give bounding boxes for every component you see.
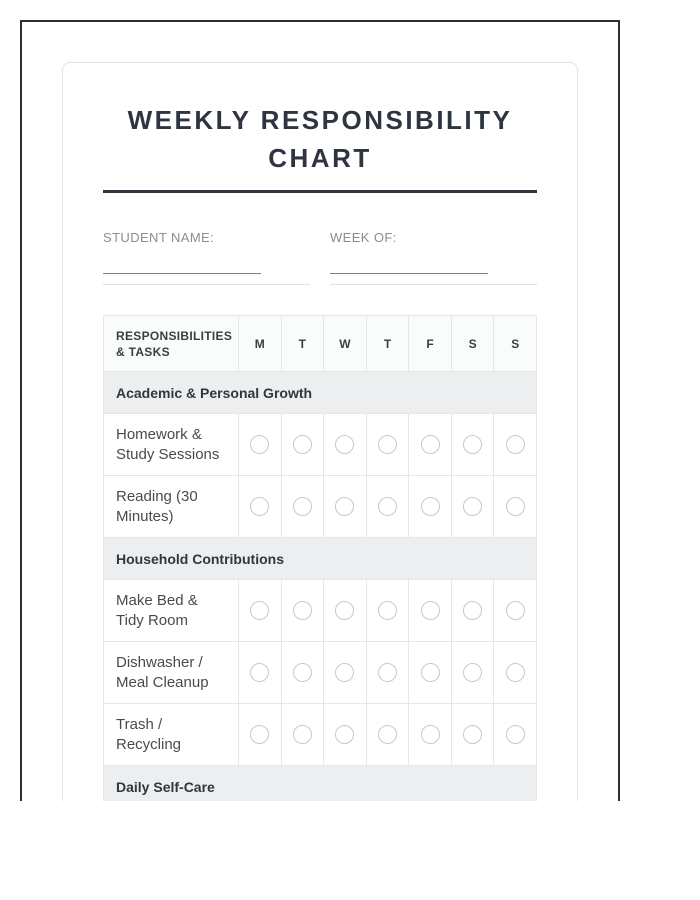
student-name-field [103, 229, 310, 285]
day-cell [494, 414, 537, 476]
day-checkbox[interactable] [421, 435, 440, 454]
day-checkbox[interactable] [293, 497, 312, 516]
week-of-field [330, 229, 537, 285]
day-cell [367, 414, 410, 476]
day-cell [324, 642, 367, 704]
day-column-header: S [452, 316, 495, 372]
day-checkbox[interactable] [293, 725, 312, 744]
day-checkbox[interactable] [335, 663, 354, 682]
day-checkbox[interactable] [463, 497, 482, 516]
day-cell [494, 704, 537, 766]
day-checkbox[interactable] [463, 663, 482, 682]
day-cell [324, 414, 367, 476]
day-cell [239, 580, 282, 642]
section-header: Academic & Personal Growth [104, 372, 537, 414]
day-checkbox[interactable] [250, 497, 269, 516]
day-cell [494, 476, 537, 538]
day-cell [282, 642, 325, 704]
week-of-input[interactable] [330, 256, 488, 274]
day-cell [494, 580, 537, 642]
day-checkbox[interactable] [421, 663, 440, 682]
day-checkbox[interactable] [378, 497, 397, 516]
day-checkbox[interactable] [335, 601, 354, 620]
task-label: Dishwasher / Meal Cleanup [104, 642, 239, 704]
day-column-header: W [324, 316, 367, 372]
day-checkbox[interactable] [250, 435, 269, 454]
day-checkbox[interactable] [421, 601, 440, 620]
day-cell [452, 704, 495, 766]
day-checkbox[interactable] [335, 497, 354, 516]
day-cell [324, 704, 367, 766]
day-column-header: T [282, 316, 325, 372]
day-checkbox[interactable] [293, 435, 312, 454]
day-cell [324, 580, 367, 642]
day-column-header: M [239, 316, 282, 372]
day-cell [239, 476, 282, 538]
day-cell [452, 476, 495, 538]
day-checkbox[interactable] [463, 601, 482, 620]
day-cell [494, 642, 537, 704]
day-checkbox[interactable] [293, 601, 312, 620]
day-cell [239, 414, 282, 476]
day-cell [409, 580, 452, 642]
day-cell [409, 704, 452, 766]
tasks-column-header: RESPONSIBILITIES & TASKS [104, 316, 239, 372]
day-cell [367, 580, 410, 642]
day-cell [324, 476, 367, 538]
day-cell [452, 414, 495, 476]
day-checkbox[interactable] [506, 435, 525, 454]
day-cell [282, 414, 325, 476]
day-checkbox[interactable] [506, 725, 525, 744]
day-checkbox[interactable] [250, 601, 269, 620]
day-checkbox[interactable] [463, 435, 482, 454]
student-name-input[interactable] [103, 256, 261, 274]
day-checkbox[interactable] [335, 725, 354, 744]
day-cell [367, 642, 410, 704]
day-cell [239, 704, 282, 766]
day-cell [239, 642, 282, 704]
day-checkbox[interactable] [378, 601, 397, 620]
day-checkbox[interactable] [335, 435, 354, 454]
section-header: Household Contributions [104, 538, 537, 580]
title-divider [103, 190, 537, 193]
day-checkbox[interactable] [293, 663, 312, 682]
day-checkbox[interactable] [378, 725, 397, 744]
day-checkbox[interactable] [250, 725, 269, 744]
day-checkbox[interactable] [506, 663, 525, 682]
week-of-label: WEEK OF: [330, 230, 397, 245]
page-title: WEEKLY RESPONSIBILITY CHART [127, 105, 513, 173]
day-checkbox[interactable] [378, 663, 397, 682]
day-checkbox[interactable] [421, 725, 440, 744]
day-checkbox[interactable] [250, 663, 269, 682]
task-label: Homework & Study Sessions [104, 414, 239, 476]
chart-table [103, 315, 537, 801]
task-label: Reading (30 Minutes) [104, 476, 239, 538]
chart-card [62, 62, 578, 801]
day-column-header: F [409, 316, 452, 372]
student-name-label: STUDENT NAME: [103, 230, 215, 245]
day-cell [367, 704, 410, 766]
day-cell [409, 414, 452, 476]
day-cell [409, 476, 452, 538]
day-cell [282, 704, 325, 766]
task-label: Trash / Recycling [104, 704, 239, 766]
page-frame [20, 20, 620, 801]
day-checkbox[interactable] [506, 497, 525, 516]
day-cell [409, 642, 452, 704]
day-cell [452, 580, 495, 642]
day-column-header: T [367, 316, 410, 372]
task-label: Make Bed & Tidy Room [104, 580, 239, 642]
day-column-header: S [494, 316, 537, 372]
day-checkbox[interactable] [421, 497, 440, 516]
day-checkbox[interactable] [463, 725, 482, 744]
day-checkbox[interactable] [378, 435, 397, 454]
section-header: Daily Self-Care [104, 766, 537, 801]
day-cell [282, 476, 325, 538]
day-cell [282, 580, 325, 642]
day-checkbox[interactable] [506, 601, 525, 620]
day-cell [452, 642, 495, 704]
day-cell [367, 476, 410, 538]
fields-row [103, 229, 537, 285]
